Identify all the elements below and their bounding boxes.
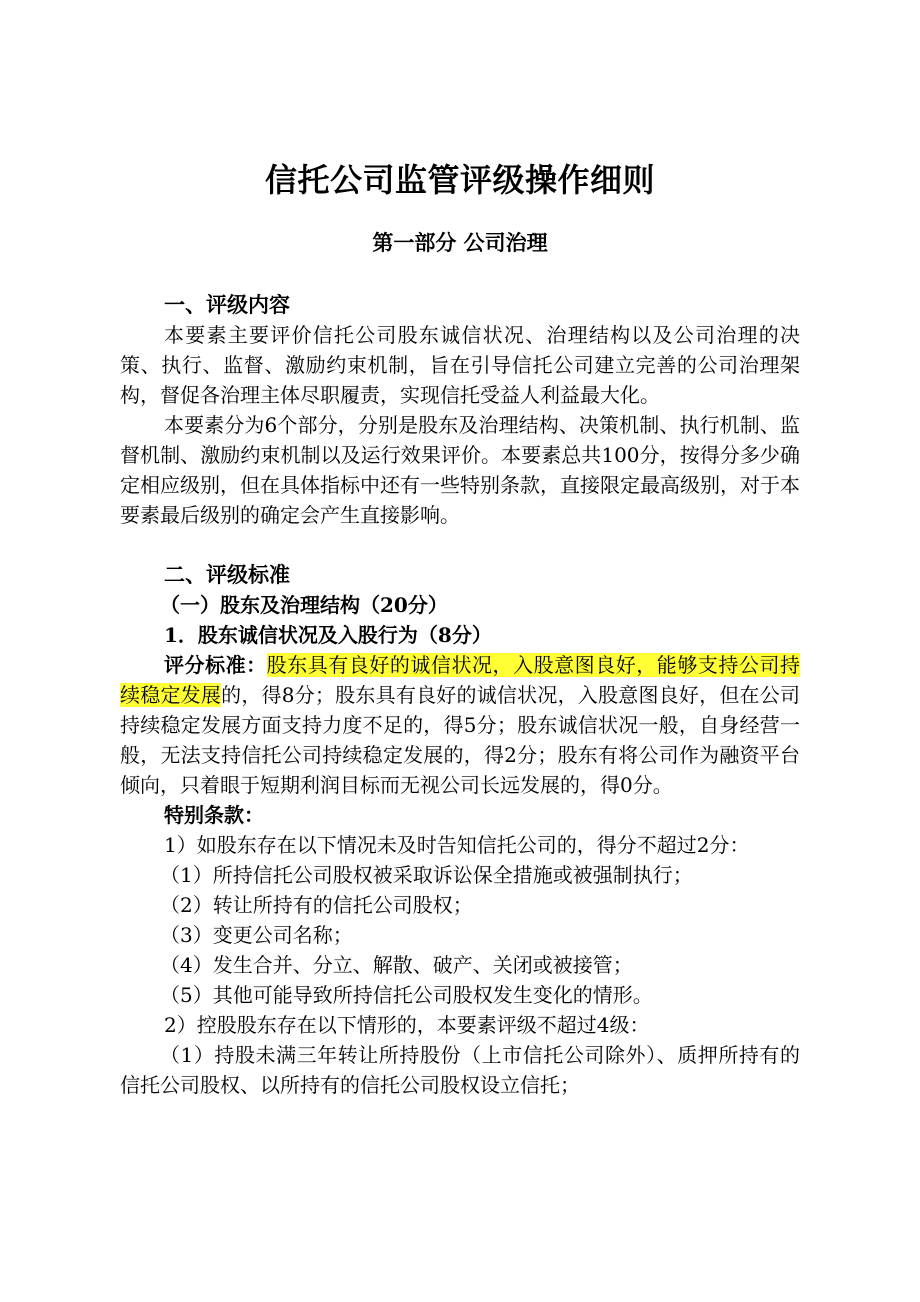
document-title: 信托公司监管评级操作细则 [264, 161, 655, 199]
list-item: （2）转让所持有的信托公司股权； [160, 893, 473, 917]
criteria-text: 的，得8分；股东具有良好的诚信状况，入股意图良好，但在公司持续稳定发展方面支持力度不足的，得5分；股东诚信状况一般，自身经营一般，无法支持信托公司持续稳定发展的，得2分；股东有将公司作为融资平台倾向，只着眼于短期利润目标而无视公司长远发展的，得0分。 [120, 683, 800, 797]
list-item: （3）变更公司名称； [160, 923, 353, 947]
criteria-label: 评分标准： [164, 653, 267, 677]
highlighted-text: 股东具有良好的诚信状况，入股意图良好，能够支持公司持续稳定发展 [120, 653, 801, 707]
section-heading-content: 一、评级内容 [164, 293, 290, 317]
clause-2-list [120, 1040, 800, 1100]
item-heading: 1．股东诚信状况及入股行为（8分） [164, 623, 492, 647]
list-item: （1）持股未满三年转让所持股份（上市信托公司除外）、质押所持有的信托公司股权、以所持有的信托公司股权设立信托； [120, 1043, 800, 1097]
section-heading-standards: 二、评级标准 [164, 563, 290, 587]
clause-1-list [120, 860, 800, 1010]
list-item: （1）所持信托公司股权被采取诉讼保全措施或被强制执行； [160, 863, 693, 887]
part-title: 第一部分 公司治理 [372, 231, 548, 255]
list-item: （5）其他可能导致所持信托公司股权发生变化的情形。 [160, 983, 653, 1007]
list-item: （4）发生合并、分立、解散、破产、关闭或被接管； [160, 953, 633, 977]
subsection-heading: （一）股东及治理结构（20分） [160, 593, 448, 617]
document-page [120, 150, 800, 1100]
clause-1: 1）如股东存在以下情况未及时告知信托公司的，得分不超过2分： [164, 833, 750, 857]
paragraph-intro: 本要素主要评价信托公司股东诚信状况、治理结构以及公司治理的决策、执行、监督、激励约束机制，旨在引导信托公司建立完善的公司治理架构，督促各治理主体尽职履责，实现信托受益人利益最大化。 [120, 323, 800, 407]
scoring-criteria [120, 650, 800, 800]
special-clause-label: 特别条款： [164, 803, 264, 827]
paragraph-structure: 本要素分为6个部分，分别是股东及治理结构、决策机制、执行机制、监督机制、激励约束机制以及运行效果评价。本要素总共100分，按得分多少确定相应级别，但在具体指标中还有一些特别条款，直接限定最高级别，对于本要素最后级别的确定会产生直接影响。 [120, 413, 800, 527]
clause-2: 2）控股股东存在以下情形的，本要素评级不超过4级： [164, 1013, 650, 1037]
